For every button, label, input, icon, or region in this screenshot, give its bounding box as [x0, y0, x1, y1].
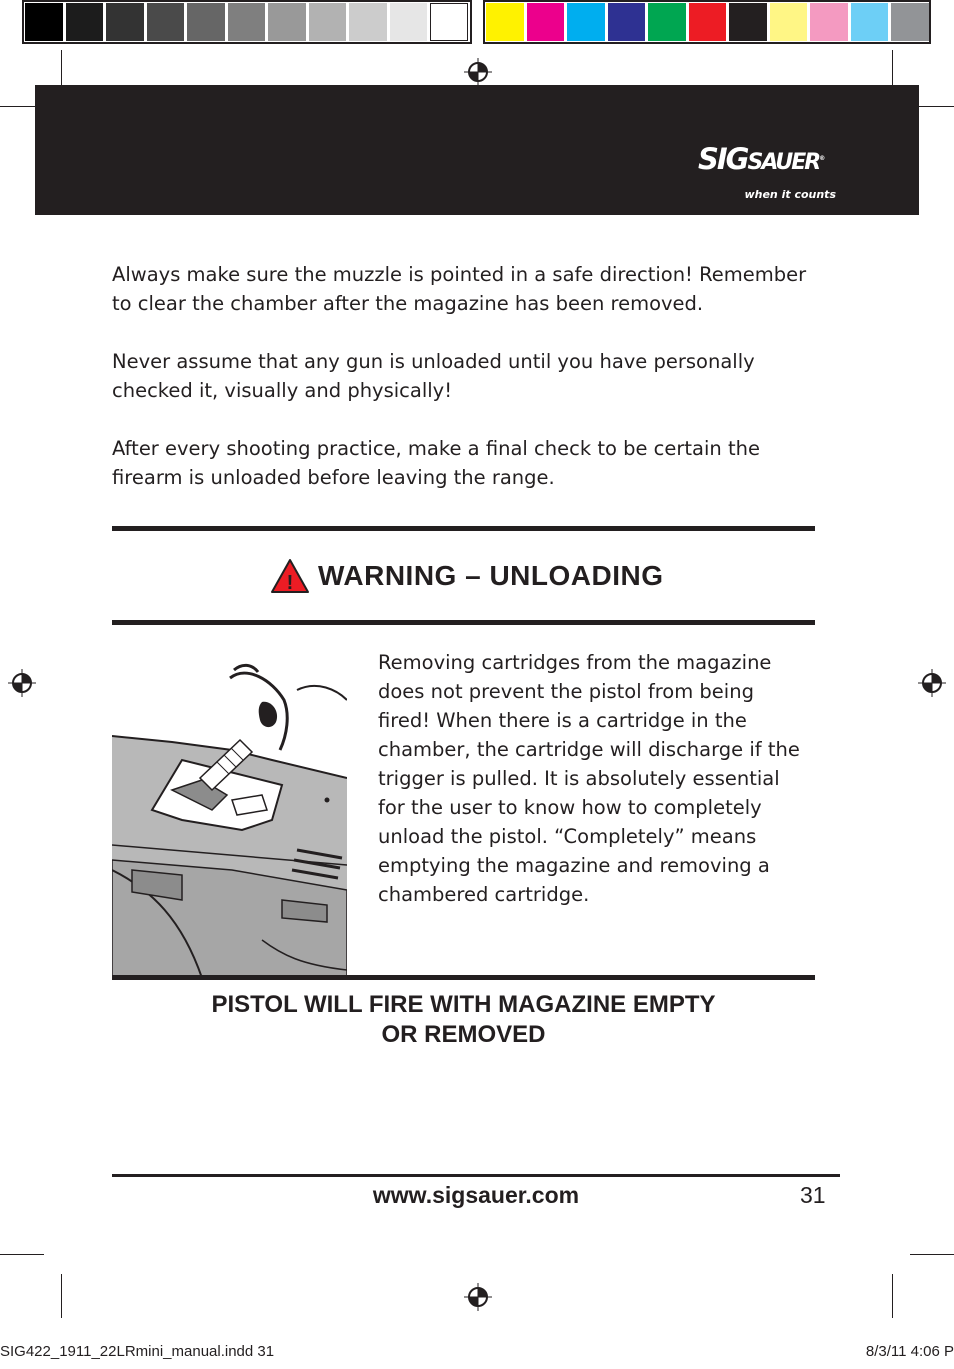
- fire-warning-line1: PISTOL WILL FIRE WITH MAGAZINE EMPTY: [211, 991, 716, 1018]
- registration-target-icon: [8, 669, 36, 697]
- color-swatch: [770, 3, 808, 41]
- color-swatch: [608, 3, 646, 41]
- color-swatch: [729, 3, 767, 41]
- color-swatch: [527, 3, 565, 41]
- print-slug-date: 8/3/11 4:06 P: [865, 1343, 954, 1360]
- warning-mid-rule: [112, 620, 815, 625]
- gray-swatch: [187, 3, 225, 41]
- warning-triangle-icon: [270, 558, 310, 594]
- gray-swatch: [268, 3, 306, 41]
- gray-swatch: [390, 3, 428, 41]
- gray-swatch: [66, 3, 104, 41]
- gray-swatch: [25, 3, 63, 41]
- color-swatch: [486, 3, 524, 41]
- fire-warning-heading: [112, 990, 815, 1050]
- warning-title: WARNING – UNLOADING: [318, 560, 664, 591]
- intro-paragraph: Never assume that any gun is unloaded until you have personally checked it, visually and physically!: [112, 350, 755, 402]
- warning-top-rule: [112, 526, 815, 531]
- crop-mark: [910, 1254, 954, 1255]
- logo-sauer: SAUER: [747, 150, 820, 175]
- logo-sig: SIG: [698, 142, 748, 176]
- page-number: 31: [800, 1182, 826, 1208]
- logo-tagline: when it counts: [744, 188, 836, 201]
- color-swatch: [567, 3, 605, 41]
- footer-rule: [112, 1174, 840, 1177]
- gray-swatch: [106, 3, 144, 41]
- intro-paragraph: Always make sure the muzzle is pointed in a safe direction! Remember to clear the chamber after the magazine has been removed.: [112, 263, 807, 315]
- crop-mark: [0, 1254, 44, 1255]
- crop-mark: [892, 1274, 893, 1318]
- warning-heading: [270, 556, 664, 596]
- warning-exclamation: !: [286, 572, 294, 594]
- fire-warning-line2: OR REMOVED: [381, 1021, 546, 1048]
- intro-paragraph: After every shooting practice, make a final check to be certain the firearm is unloaded before leaving the range.: [112, 437, 760, 489]
- gray-swatch: [228, 3, 266, 41]
- sig-sauer-logo: SIGSAUER® when it counts: [698, 142, 836, 201]
- registration-target-icon: [464, 1283, 492, 1311]
- color-swatch: [689, 3, 727, 41]
- gray-swatch: [349, 3, 387, 41]
- color-swatch: [891, 3, 929, 41]
- crop-mark: [61, 1274, 62, 1318]
- warning-bottom-rule: [112, 975, 815, 980]
- warning-body: Removing cartridges from the magazine does not prevent the pistol from being fired! When there is a cartridge in the chamber, the cartridge will discharge if the trigger is pulled. It is absolutely essential for the user to know how to completely unload the pistol. “Completely” means emptying the magazine and removing a chambered cartridge.: [378, 651, 800, 906]
- footer-url[interactable]: www.sigsauer.com: [372, 1182, 580, 1208]
- registration-target-icon: [464, 58, 492, 86]
- gray-swatch: [147, 3, 185, 41]
- gray-swatch: [430, 3, 468, 41]
- pistol-chamber-illustration: [112, 660, 347, 978]
- registration-target-icon: [918, 669, 946, 697]
- print-slug-file: SIG422_1911_22LRmini_manual.indd 31: [0, 1343, 275, 1360]
- color-swatch: [851, 3, 889, 41]
- color-swatch: [648, 3, 686, 41]
- color-swatch: [810, 3, 848, 41]
- gray-swatch: [309, 3, 347, 41]
